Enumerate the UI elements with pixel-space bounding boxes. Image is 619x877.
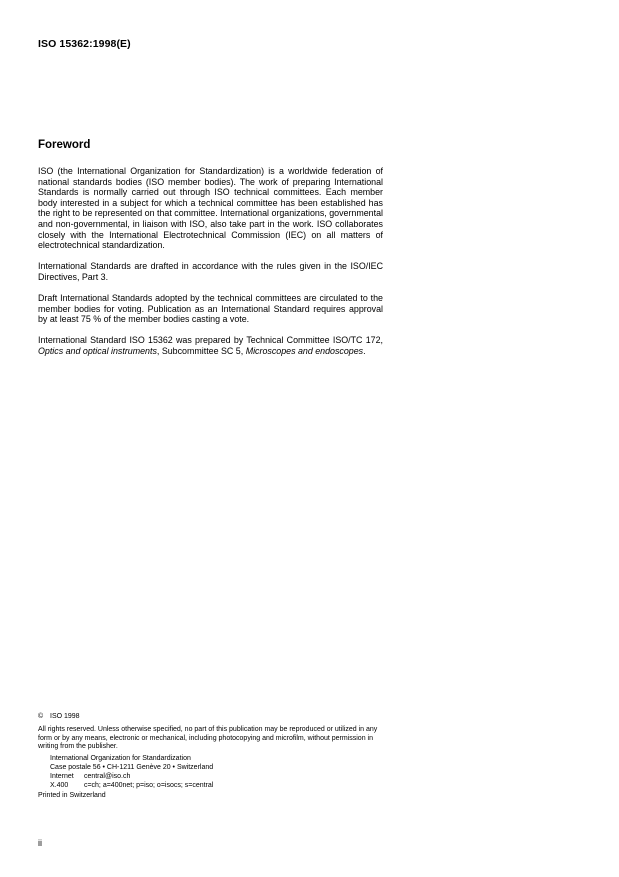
copyright-block [38, 713, 385, 801]
publisher-address [38, 755, 385, 790]
internet-row [50, 773, 385, 782]
x400-label: X.400 [50, 781, 69, 789]
page-number: ii [38, 838, 42, 848]
x400-value: c=ch; a=400net; p=iso; o=isocs; s=central [83, 781, 214, 789]
foreword-body [38, 166, 383, 367]
foreword-heading: Foreword [38, 139, 91, 151]
document-id: ISO 15362:1998(E) [38, 38, 131, 50]
publisher-org: International Organization for Standardization [50, 755, 191, 763]
p4-text-c: . [363, 345, 366, 356]
copyright-icon: © [38, 713, 44, 720]
publisher-postal: Case postale 56 • CH-1211 Genève 20 • Switzerland [50, 763, 214, 771]
internet-label: Internet [50, 772, 74, 780]
p4-text-b: , Subcommittee SC 5, [156, 345, 246, 356]
committee-title: Optics and optical instruments [38, 345, 157, 356]
subcommittee-title: Microscopes and endoscopes [245, 345, 364, 356]
rights-statement: All rights reserved. Unless otherwise specified, no part of this publication may be reproduced or utilized in any form or by any means, electronic or mechanical, including photocopying and microfilm, without permission in writing from the publisher. [38, 725, 378, 751]
foreword-paragraph-4 [38, 335, 383, 356]
foreword-paragraph-1: ISO (the International Organization for Standardization) is a worldwide federation of national standards bodies (ISO member bodies). The work of preparing International Standards is normally carried out through ISO technical committees. Each member body interested in a subject for which a technical committee has been established has the right to be represented on that committee. International organizations, governmental and non-governmental, in liaison with ISO, also take part in the work. ISO collaborates closely with the International Electrotechnical Commission (IEC) on all matters of electrotechnical standardization. [38, 166, 383, 251]
x400-row [50, 782, 385, 791]
p4-text-a: International Standard ISO 15362 was prepared by Technical Committee ISO/TC 172, [38, 335, 383, 346]
copyright-line [38, 713, 385, 722]
copyright-year: ISO 1998 [50, 713, 80, 720]
foreword-paragraph-3: Draft International Standards adopted by the technical committees are circulated to the member bodies for voting. Publication as an International Standard requires approval by at least 75 % of the member bodies casting a vote. [38, 292, 383, 325]
printed-in: Printed in Switzerland [38, 792, 106, 800]
foreword-paragraph-2: International Standards are drafted in accordance with the rules given in the ISO/IEC Directives, Part 3. [38, 261, 383, 282]
internet-email[interactable]: central@iso.ch [83, 772, 131, 780]
